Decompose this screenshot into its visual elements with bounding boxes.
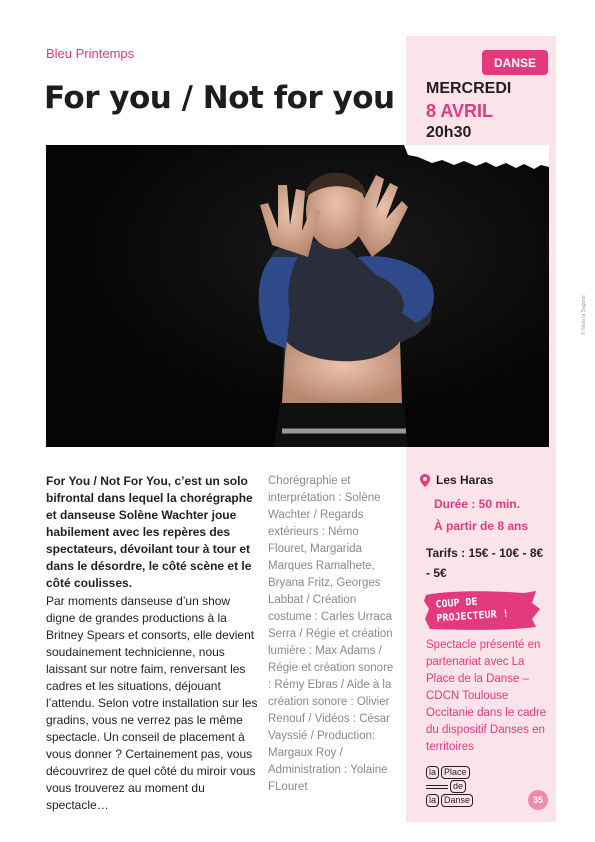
logo-lines: [426, 785, 448, 789]
duration: Durée : 50 min.: [434, 497, 521, 511]
credits-text: Chorégraphie et interprétation : Solène Wachter / Regards extérieurs : Némo Flouret, Margarida Marques Ramalhete, Bryana Fritz, Georges Labbat / Création costume : Carles Urraca Serra / Régie et création lumière : Max Adams / Régie et création sonore : Rémy Ebras / Aide à la création sonore : Olivier Renouf / Vidéos : César Vayssié / Production: Margaux Roy / Administration : Yolaine FLouret: [268, 475, 394, 793]
category-tag: DANSE: [482, 50, 548, 75]
logo-word: la: [426, 766, 439, 779]
body-paragraph: Par moments danseuse d’un show digne de grandes productions à la Britney Spears et consorts, elle devient soudainement technicienne, nous laissant sur notre faim, renversant les cadres et les situations, déjouant l’attendu. Selon votre installation sur les gradins, vous ne verrez pas le même spectacle. Un conseil de placement à vous donner ? Certainement pas, vous découvrirez de quel côté du miroir vous vous trouverez au moment du spectacle…: [46, 594, 258, 812]
location-pin-icon: [420, 474, 430, 487]
photo-credit: © Ilaria la Sagone: [581, 295, 587, 335]
series-label: Bleu Printemps: [46, 46, 135, 61]
partner-text: Spectacle présenté en partenariat avec La Place de la Danse – CDCN Toulouse Occitanie dans le cadre du dispositif Danses en territoires: [426, 639, 547, 753]
intro-paragraph: For You / Not For You, c’est un solo bifrontal dans lequel la chorégraphe et danseuse Solène Wachter joue habilement avec les repères des spectateurs, dévoilant tour à tour et dans le désordre, le côté scène et le côté coulisses.: [46, 474, 253, 590]
event-day: MERCREDI: [426, 80, 512, 97]
venue: [420, 473, 493, 487]
logo-word: de: [450, 780, 466, 793]
venue-name: Les Haras: [436, 473, 494, 487]
practical-info: [434, 493, 528, 537]
page-title: For you / Not for you: [44, 80, 395, 116]
event-date: 8 AVRIL: [426, 101, 494, 121]
age-limit: À partir de 8 ans: [434, 519, 529, 533]
dancer-illustration: [46, 145, 549, 447]
logo-word: la: [426, 794, 439, 807]
la-place-de-la-danse-logo: [426, 766, 486, 810]
event-datetime: [426, 78, 511, 144]
spotlight-badge: [424, 589, 542, 631]
spotlight-line-1: COUP DE: [435, 596, 479, 611]
logo-word: Place: [441, 766, 470, 779]
spotlight-line-2: PROJECTEUR !: [436, 608, 510, 625]
page-number: 35: [528, 790, 548, 810]
logo-word: Danse: [441, 794, 473, 807]
dancer-photo: [46, 145, 587, 447]
prices: Tarifs : 15€ - 10€ - 8€ - 5€: [426, 546, 544, 580]
event-time: 20h30: [426, 124, 472, 141]
